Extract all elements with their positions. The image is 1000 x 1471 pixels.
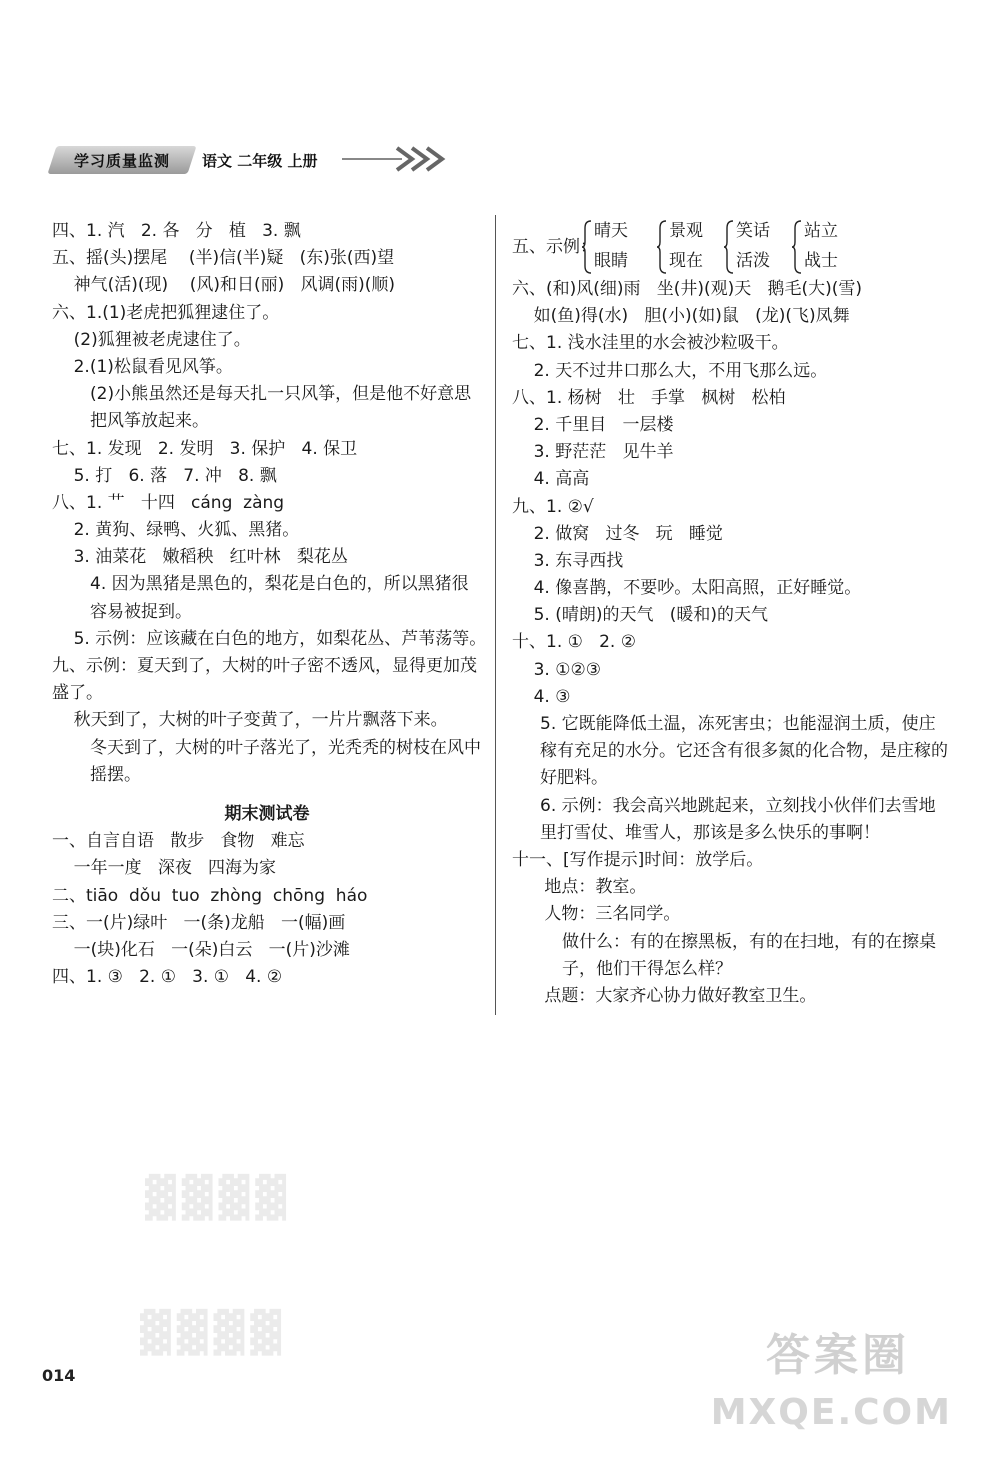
pair-word: 活泼 (736, 251, 770, 271)
subject-label: 语文 二年级 上册 (202, 152, 318, 170)
answer-line: (2)狐狸被老虎逮住了。 (52, 329, 251, 350)
answer-line: 神气(活)(现) (风)和日(丽) 风调(雨)(顺) (52, 275, 396, 296)
pair-word: 笑话 (736, 221, 770, 241)
answer-line: 2.(1)松鼠看见风筝。 (52, 356, 233, 377)
answer-paragraph: (2)小熊虽然还是每天扎一只风筝，但是他不好意思把风筝放起来。 (90, 384, 472, 432)
answer-paragraph: 做什么：有的在擦黑板，有的在扫地，有的在擦桌子，他们干得怎么样？ (562, 931, 936, 979)
left-column (52, 218, 487, 991)
pair-word: 站立 (804, 221, 838, 241)
answer-line: 5. 打 6. 落 7. 冲 8. 飘 (52, 465, 277, 486)
watermark-logo: 答案圈 (766, 1330, 910, 1381)
pair-word: 晴天 (594, 221, 628, 241)
answer-line: 三、一(片)绿叶 一(条)龙船 一(幅)画 (52, 912, 346, 933)
answer-line: 2. 黄狗、绿鸭、火狐、黑猪。 (52, 520, 300, 541)
answer-paragraph: 九、示例：夏天到了，大树的叶子密不透风，显得更加茂盛了。 (52, 656, 477, 704)
double-chevron-icon (342, 144, 457, 174)
answer-paragraph: 6. 示例：我会高兴地跳起来，立刻找小伙伴们去雪地里打雪仗、堆雪人，那该是多么快乐的事啊！ (540, 795, 936, 843)
answer-line: 2. 做窝 过冬 玩 睡觉 (512, 523, 723, 544)
answer-line: 十、1. ① 2. ② (512, 632, 636, 653)
answer-line: 3. ①②③ (512, 659, 601, 680)
answer-line: 如(鱼)得(水) 胆(小)(如)鼠 (龙)(飞)凤舞 (512, 306, 850, 327)
answer-line: 八、1. 杨树 壮 手掌 枫树 松柏 (512, 387, 786, 408)
answer-line: 3. 东寻西找 (512, 550, 624, 571)
pair-word: 景观 (669, 221, 703, 241)
answer-line: 5. (晴朗)的天气 (暖和)的天气 (512, 605, 768, 626)
answer-line: 2. 千里目 一层楼 (512, 414, 674, 435)
answer-paragraph: 5. 它既能降低土温，冻死害虫；也能湿润土质，使庄稼有充足的水分。它还含有很多氮的化合物，是庄稼的好肥料。 (540, 714, 948, 789)
right-column (512, 218, 952, 1010)
answer-line: 十一、[写作提示]时间：放学后。 (512, 850, 764, 871)
pair-word: 战士 (804, 251, 838, 271)
column-divider (495, 215, 496, 1015)
answer-line: 五、摇(头)摆尾 (半)信(半)疑 (东)张(西)望 (52, 248, 395, 269)
answer-paragraph: 4. 因为黑猪是黑色的，梨花是白色的，所以黑猪很容易被捉到。 (90, 574, 469, 622)
answer-line: 六、(和)风(细)雨 坐(井)(观)天 鹅毛(大)(雪) (512, 279, 863, 299)
answer-line: 一年一度 深夜 四海为家 (52, 858, 277, 879)
answer-line: 四、1. ③ 2. ① 3. ① 4. ② (52, 967, 283, 988)
answer-label: 五、示例： (512, 237, 597, 257)
answer-line: 六、1.(1)老虎把狐狸逮住了。 (52, 302, 280, 323)
answer-line: 3. 油菜花 嫩稻秧 红叶林 梨花丛 (52, 547, 348, 568)
answer-line: 3. 野茫茫 见牛羊 (512, 442, 674, 463)
answer-line: 七、1. 浅水洼里的水会被沙粒吸干。 (512, 333, 789, 354)
pair-word: 现在 (669, 251, 703, 271)
brace-icon (582, 220, 592, 274)
bleed-through-mark: ▓▓▓▓ (145, 1175, 293, 1221)
page-header (52, 140, 412, 180)
answer-line: 二、tiāo dǒu tuo zhòng chōng háo (52, 885, 368, 906)
brace-icon (792, 220, 802, 274)
answer-line: 九、1. ②√ (512, 496, 594, 517)
answer-line: 一(块)化石 一(朵)白云 一(片)沙滩 (52, 940, 350, 960)
word-pairs-group (512, 218, 952, 276)
page-number: 014 (42, 1366, 76, 1385)
series-label: 学习质量监测 (74, 152, 171, 170)
answer-line: 地点：教室。 (512, 877, 647, 898)
answer-line: 4. 像喜鹊，不要吵。太阳高照，正好睡觉。 (512, 578, 862, 599)
answer-line: 四、1. 汽 2. 各 分 植 3. 飘 (52, 221, 301, 241)
answer-line: 点题：大家齐心协力做好教室卫生。 (512, 985, 817, 1006)
bleed-through-mark: ▓▓▓▓ (140, 1310, 288, 1356)
answer-line: 人物：三名同学。 (512, 904, 681, 925)
answer-line: 4. 高高 (512, 469, 590, 490)
watermark-url: MXQE.COM (710, 1392, 952, 1433)
answer-line: 七、1. 发现 2. 发明 3. 保护 4. 保卫 (52, 438, 358, 459)
answer-line: 八、1. 艹 十四 cáng zàng (52, 492, 285, 513)
answer-line: 秋天到了，大树的叶子变黄了，一片片飘落下来。 (52, 710, 448, 731)
answer-line: 一、自言自语 散步 食物 难忘 (52, 831, 305, 852)
answer-line: 4. ③ (512, 686, 571, 707)
brace-icon (724, 220, 734, 274)
answer-line: 2. 天不过井口那么大，不用飞那么远。 (512, 360, 828, 381)
answer-paragraph: 冬天到了，大树的叶子落光了，光秃秃的树枝在风中摇摆。 (90, 737, 481, 785)
pair-word: 眼睛 (594, 251, 628, 271)
answer-line: 5. 示例：应该藏在白色的地方，如梨花丛、芦苇荡等。 (52, 628, 487, 649)
brace-icon (657, 220, 667, 274)
section-title: 期末测试卷 (224, 804, 310, 825)
